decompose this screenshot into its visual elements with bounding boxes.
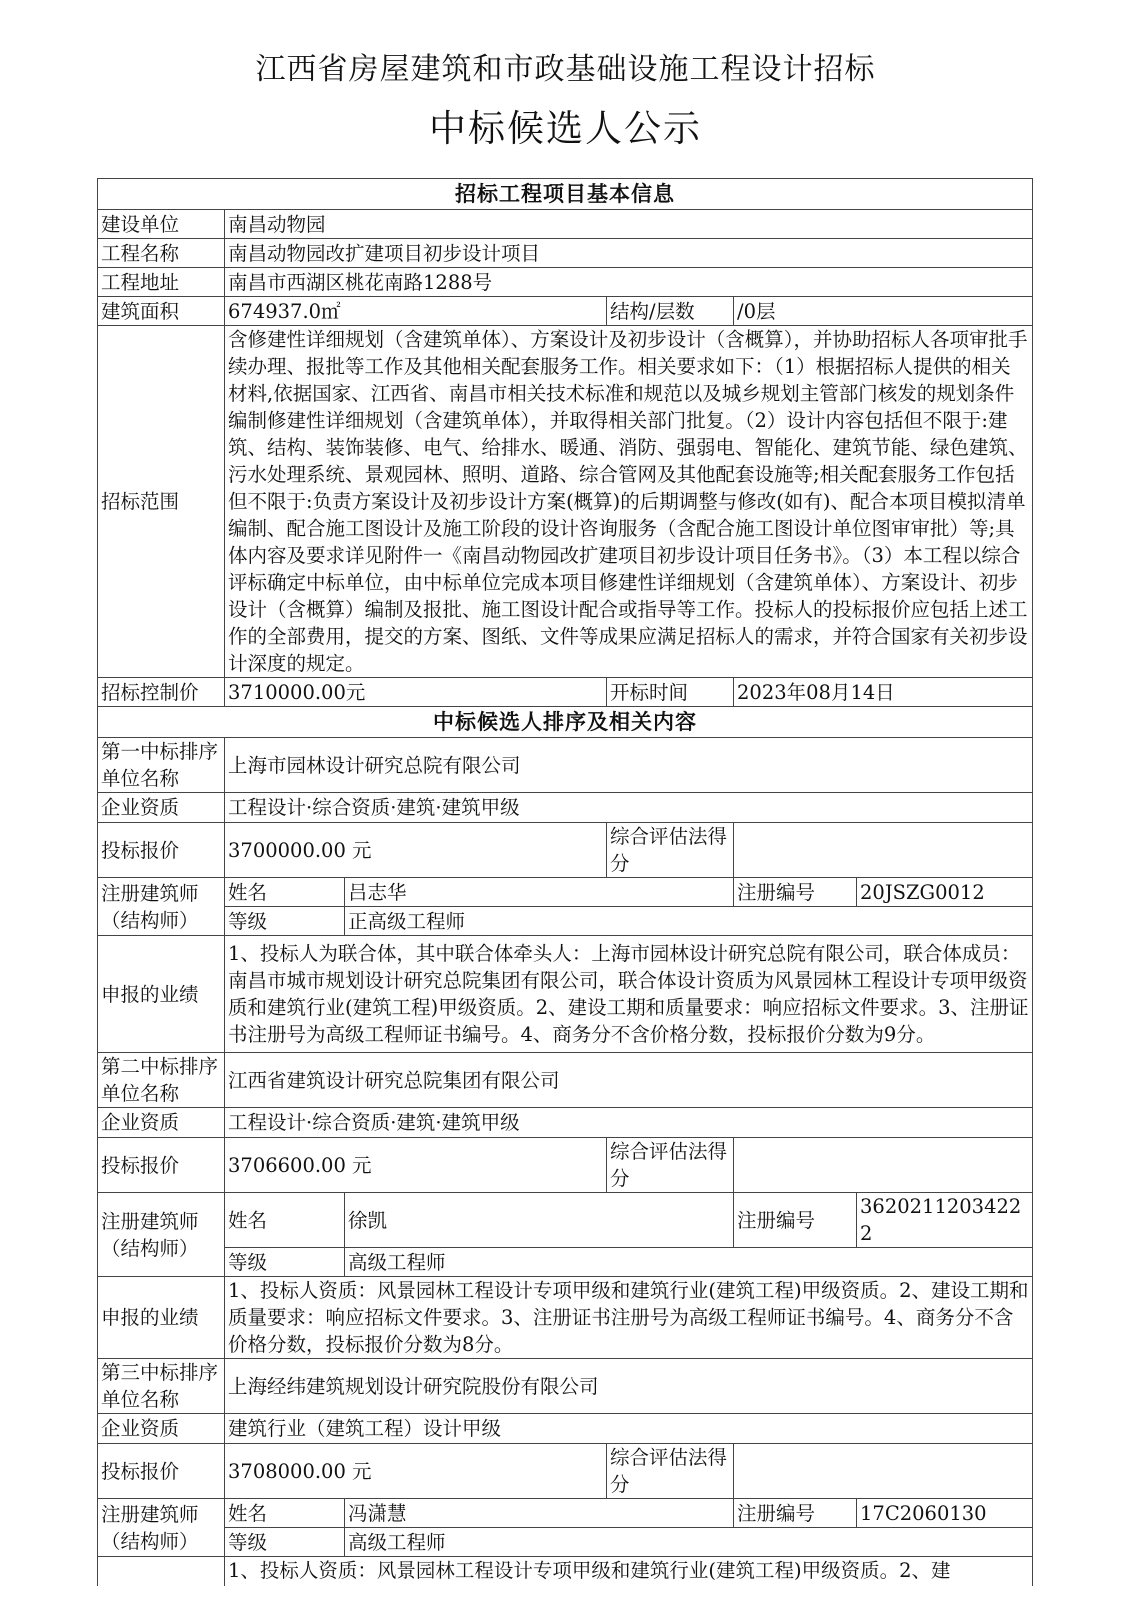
control-price-value: 3710000.00元 (225, 678, 607, 707)
project-name-value: 南昌动物园改扩建项目初步设计项目 (225, 239, 1033, 268)
registration-number: 17C2060130 (857, 1499, 1033, 1528)
candidate-rank-label: 第三中标排序单位名称 (98, 1359, 225, 1414)
tender-info-table (97, 178, 1033, 1586)
qualification-label: 企业资质 (98, 793, 225, 823)
qualification-value: 工程设计·综合资质·建筑·建筑甲级 (225, 1108, 1033, 1138)
grade-value: 正高级工程师 (345, 907, 1033, 936)
document-subtitle: 中标候选人公示 (429, 107, 702, 150)
open-time-label: 开标时间 (607, 678, 734, 707)
qualification-value: 建筑行业（建筑工程）设计甲级 (225, 1414, 1033, 1444)
section-header-basic: 招标工程项目基本信息 (98, 179, 1033, 210)
structure-value: /0层 (734, 297, 1033, 326)
performance-value: 1、投标人为联合体，其中联合体牵头人：上海市园林设计研究总院有限公司，联合体成员：南昌市城市规划设计研究总院集团有限公司，联合体设计资质为风景园林工程设计专项甲级资质和建筑行业(建筑工程)甲级资质。2、建设工期和质量要求：响应招标文件要求。3、注册证书注册号为高级工程师证书编号。4、商务分不含价格分数，投标报价分数为9分。 (225, 936, 1033, 1053)
candidate-name: 江西省建筑设计研究总院集团有限公司 (225, 1053, 1033, 1108)
structure-label: 结构/层数 (607, 297, 734, 326)
grade-label: 等级 (225, 907, 345, 936)
score-label: 综合评估法得分 (607, 1138, 734, 1193)
bid-label: 投标报价 (98, 1138, 225, 1193)
performance-value: 1、投标人资质：风景园林工程设计专项甲级和建筑行业(建筑工程)甲级资质。2、建 (225, 1557, 1033, 1586)
qualification-label: 企业资质 (98, 1108, 225, 1138)
candidate-name: 上海经纬建筑规划设计研究院股份有限公司 (225, 1359, 1033, 1414)
area-label: 建筑面积 (98, 297, 225, 326)
score-value (734, 823, 1033, 878)
score-label: 综合评估法得分 (607, 823, 734, 878)
scope-value: 含修建性详细规划（含建筑单体）、方案设计及初步设计（含概算），并协助招标人各项审批手续办理、报批等工作及其他相关配套服务工作。相关要求如下：（1）根据招标人提供的相关材料,依据国家、江西省、南昌市相关技术标准和规范以及城乡规划主管部门核发的规划条件编制修建性详细规划（含建筑单体），并取得相关部门批复。（2）设计内容包括但不限于:建筑、结构、装饰装修、电气、给排水、暖通、消防、强弱电、智能化、建筑节能、绿色建筑、污水处理系统、景观园林、照明、道路、综合管网及其他配套设施等;相关配套服务工作包括但不限于:负责方案设计及初步设计方案(概算)的后期调整与修改(如有)、配合本项目模拟清单编制、配合施工图设计及施工阶段的设计咨询服务（含配合施工图设计单位图审审批）等;具体内容及要求详见附件一《南昌动物园改扩建项目初步设计项目任务书》。（3）本工程以综合评标确定中标单位，由中标单位完成本项目修建性详细规划（含建筑单体）、方案设计、初步设计（含概算）编制及报批、施工图设计配合或指导等工作。投标人的投标报价应包括上述工作的全部费用，提交的方案、图纸、文件等成果应满足招标人的需求，并符合国家有关初步设计深度的规定。 (225, 326, 1033, 678)
registration-label: 注册编号 (734, 1499, 857, 1528)
performance-label (98, 1557, 225, 1586)
architect-label: 注册建筑师（结构师） (98, 1499, 225, 1557)
performance-label: 申报的业绩 (98, 1277, 225, 1359)
bid-label: 投标报价 (98, 1444, 225, 1499)
candidate-rank-label: 第二中标排序单位名称 (98, 1053, 225, 1108)
address-label: 工程地址 (98, 268, 225, 297)
project-name-label: 工程名称 (98, 239, 225, 268)
document-title: 江西省房屋建筑和市政基础设施工程设计招标 (255, 52, 876, 87)
address-value: 南昌市西湖区桃花南路1288号 (225, 268, 1033, 297)
open-time-value: 2023年08月14日 (734, 678, 1033, 707)
bid-value: 3708000.00 元 (225, 1444, 607, 1499)
bid-value: 3706600.00 元 (225, 1138, 607, 1193)
scope-label: 招标范围 (98, 326, 225, 678)
registration-number: 36202112034222 (857, 1193, 1033, 1248)
architect-name-label: 姓名 (225, 1499, 345, 1528)
candidate-rank-label: 第一中标排序单位名称 (98, 738, 225, 793)
performance-value: 1、投标人资质：风景园林工程设计专项甲级和建筑行业(建筑工程)甲级资质。2、建设工期和质量要求：响应招标文件要求。3、注册证书注册号为高级工程师证书编号。4、商务分不含价格分数，投标报价分数为8分。 (225, 1277, 1033, 1359)
registration-label: 注册编号 (734, 878, 857, 907)
architect-label: 注册建筑师（结构师） (98, 1193, 225, 1277)
architect-name: 冯潇慧 (345, 1499, 734, 1528)
owner-label: 建设单位 (98, 210, 225, 239)
bid-label: 投标报价 (98, 823, 225, 878)
performance-label: 申报的业绩 (98, 936, 225, 1053)
area-value: 674937.0㎡ (225, 297, 607, 326)
architect-name-label: 姓名 (225, 1193, 345, 1248)
section-header-candidates: 中标候选人排序及相关内容 (98, 707, 1033, 738)
score-value (734, 1444, 1033, 1499)
owner-value: 南昌动物园 (225, 210, 1033, 239)
bid-value: 3700000.00 元 (225, 823, 607, 878)
score-value (734, 1138, 1033, 1193)
control-price-label: 招标控制价 (98, 678, 225, 707)
grade-value: 高级工程师 (345, 1248, 1033, 1277)
grade-label: 等级 (225, 1528, 345, 1557)
architect-name: 吕志华 (345, 878, 734, 907)
grade-label: 等级 (225, 1248, 345, 1277)
registration-label: 注册编号 (734, 1193, 857, 1248)
registration-number: 20JSZG0012 (857, 878, 1033, 907)
architect-name: 徐凯 (345, 1193, 734, 1248)
qualification-label: 企业资质 (98, 1414, 225, 1444)
score-label: 综合评估法得分 (607, 1444, 734, 1499)
qualification-value: 工程设计·综合资质·建筑·建筑甲级 (225, 793, 1033, 823)
grade-value: 高级工程师 (345, 1528, 1033, 1557)
architect-name-label: 姓名 (225, 878, 345, 907)
candidate-name: 上海市园林设计研究总院有限公司 (225, 738, 1033, 793)
architect-label: 注册建筑师（结构师） (98, 878, 225, 936)
